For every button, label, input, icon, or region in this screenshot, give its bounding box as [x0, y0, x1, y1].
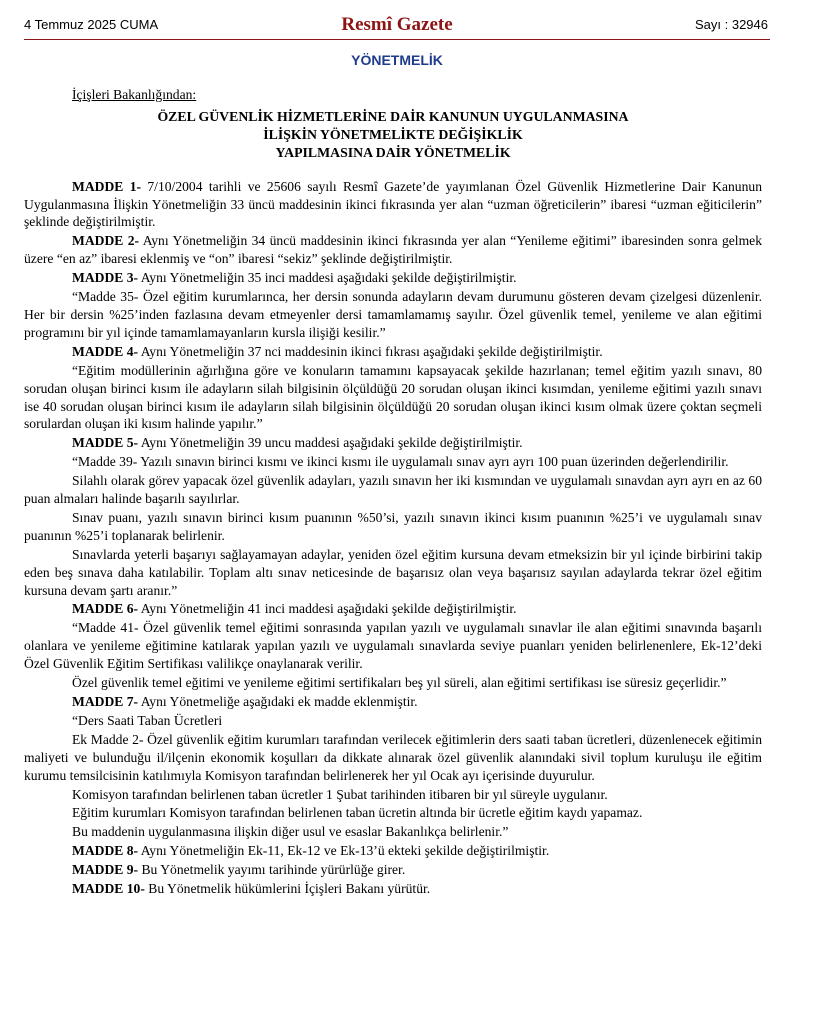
paragraph-text: Sınavlarda yeterli başarıyı sağlayamayan adaylar, yeniden özel eğitim kursuna devam etmeksizin bir yıl içinde birbirini takip eden beş sınava daha katılabilir. Toplam altı sınav neticesinde de başarısız olan veya başarısız sayılan adaylarda tekrar özel eğitim kursuna devam şartı aranır.” [24, 546, 762, 598]
quoted-paragraph [24, 731, 762, 785]
regulation-title-line: İLİŞKİN YÖNETMELİKTE DEĞİŞİKLİK [263, 126, 523, 142]
article-paragraph [24, 178, 762, 232]
paragraph-text: “Madde 35- Özel eğitim kurumlarınca, her dersin sonunda adayların devam durumunu gösteren devam çizelgesi düzenlenir. Her bir dersin %25’inden fazlasına devam etmeyenler dersi tamamlamamış sayılır. Özel güvenlik temel, yenileme ve alan eğitimi programını bir yıl içinde tamamlamayanların kursla ilişiği kesilir.” [24, 289, 762, 340]
document-body [24, 86, 762, 899]
paragraph-text: Aynı Yönetmeliğe aşağıdaki ek madde eklenmiştir. [138, 694, 418, 709]
article-label: MADDE 4- [72, 343, 139, 359]
article-paragraph [24, 600, 762, 618]
paragraph-text: “Eğitim modüllerinin ağırlığına göre ve konuların tamamını kapsayacak şekilde hazırlanan; temel eğitim yazılı sınavı, 80 sorudan oluşan birinci kısım ile adayların silah bilgisinin ölçüldüğü 20 sorudan oluşan ikinci kısımdan, yenileme eğitimi yazılı sınavı ise 40 sorudan oluşan birinci kısım ile adayların silah bilgisinin ölçüldüğü 20 sorudan oluşan ikinci kısım olmak üzere çoktan seçmeli sorulardan oluşan iki kısım halinde yapılır.” [24, 362, 762, 432]
paragraph-text: Ek Madde 2- Özel güvenlik eğitim kurumları tarafından verilecek eğitimlerin ders saati taban ücretleri, düzenlenecek eğitimin maliyeti ve bulunduğu il/ilçenin ekonomik koşulları da dikkate alınarak özel güvenlik alanındaki sivil toplum kuruluşu ile eğitim kurumu temsilcisinin katılımıyla Komisyon tarafından belirlenerek her yıl Ocak ayı içerisinde duyurulur. [24, 731, 762, 783]
quoted-paragraph [24, 823, 762, 841]
quoted-paragraph [24, 472, 762, 508]
article-label: MADDE 5- [72, 435, 139, 451]
article-label: MADDE 3- [72, 270, 139, 286]
article-paragraph [24, 880, 762, 898]
article-paragraph [24, 693, 762, 711]
quoted-paragraph [24, 453, 762, 471]
quoted-paragraph [24, 546, 762, 600]
quoted-paragraph [24, 362, 762, 434]
quoted-paragraph [24, 509, 762, 545]
article-label: MADDE 6- [72, 601, 139, 617]
paragraph-text: Aynı Yönetmeliğin 41 inci maddesi aşağıdaki şekilde değiştirilmiştir. [138, 601, 517, 617]
paragraph-text: Silahlı olarak görev yapacak özel güvenlik adayları, yazılı sınavın her iki kısmından ve uygulamalı sınavdan ayrı ayrı en az 60 puan almaları halinde başarılı sayılırlar. [24, 473, 762, 507]
header-divider [24, 39, 770, 40]
paragraph-text: “Ders Saati Taban Ücretleri [72, 712, 223, 728]
article-label: MADDE 8- [72, 843, 139, 859]
article-label: MADDE 1- [72, 178, 142, 194]
article-label: MADDE 10- [72, 881, 145, 897]
paragraph-text: 7/10/2004 tarihli ve 25606 sayılı Resmî Gazete’de yayımlanan Özel Güvenlik Hizmetlerine Dair Kanunun Uygulanmasına İlişkin Yönetmeliğin 33 üncü maddesinin ikinci fıkrasında yer alan “uzman öğreticilerin” ibaresi “uzman eğiticilerin” şeklinde değiştirilmiştir. [24, 178, 762, 230]
quoted-paragraph [24, 674, 762, 692]
paragraph-text: “Madde 41- Özel güvenlik temel eğitimi sonrasında yapılan yazılı ve uygulamalı sınavlar ile alan eğitimi sınavında başarılı olanlara ve yenileme eğitimine katılarak yapılan yazılı ve uygulamalı sınavlarda seviye puanları yeniden belirlenenlere, Ek-12’deki Özel Güvenlik Eğitim Sertifikası valilikçe onaylanarak verilir. [24, 620, 762, 672]
quoted-paragraph [24, 712, 762, 730]
paragraph-text: Aynı Yönetmeliğin Ek-11, Ek-12 ve Ek-13’ü ekteki şekilde değiştirilmiştir. [138, 843, 550, 859]
article-paragraph [24, 232, 762, 268]
article-paragraph [24, 343, 762, 361]
quoted-paragraph [24, 288, 762, 342]
quoted-paragraph [24, 804, 762, 822]
article-paragraph [24, 861, 762, 879]
header-date: 4 Temmuz 2025 CUMA [24, 17, 159, 32]
paragraph-text: Bu maddenin uygulanmasına ilişkin diğer usul ve esaslar Bakanlıkça belirlenir.” [72, 824, 509, 840]
paragraph-text: Aynı Yönetmeliğin 34 üncü maddesinin ikinci fıkrasında yer alan “Yenileme eğitimi” ibaresinden sonra gelmek üzere “en az” ibaresi eklenmiş ve “on” ibaresi “sekiz” şeklinde değiştirilmiştir. [24, 233, 762, 267]
paragraph-text: Aynı Yönetmeliğin 37 nci maddesinin ikinci fıkrası aşağıdaki şekilde değiştirilmiştir. [138, 343, 603, 359]
section-title: YÖNETMELİK [351, 52, 443, 68]
paragraph-text: Komisyon tarafından belirlenen taban ücretler 1 Şubat tarihinden itibaren bir yıl süreyle uygulanır. [72, 786, 608, 802]
page-header [24, 14, 770, 38]
paragraph-text: “Madde 39- Yazılı sınavın birinci kısmı ve ikinci kısmı ile uygulamalı sınav ayrı ayrı 100 puan üzerinden değerlendirilir. [72, 454, 729, 470]
article-label: MADDE 9- [72, 862, 139, 878]
header-issue-number: Sayı : 32946 [695, 17, 768, 32]
paragraph-text: Sınav puanı, yazılı sınavın birinci kısım puanının %50’si, yazılı sınavın ikinci kısım puanının %25’i ve uygulamalı sınav puanının %25’i toplanarak belirlenir. [24, 509, 762, 543]
article-paragraph [24, 842, 762, 860]
paragraph-text: Bu Yönetmelik hükümlerini İçişleri Bakanı yürütür. [144, 881, 431, 897]
paragraph-text: Bu Yönetmelik yayımı tarihinde yürürlüğe girer. [138, 862, 406, 878]
article-paragraph [24, 269, 762, 287]
publication-title: Resmî Gazete [341, 14, 453, 35]
regulation-title-line: YAPILMASINA DAİR YÖNETMELİK [275, 144, 511, 160]
paragraph-text: Özel güvenlik temel eğitimi ve yenileme eğitimi sertifikaları beş yıl süreli, alan eğitimi sertifikası ise süresiz geçerlidir.” [72, 675, 727, 691]
regulation-title [24, 108, 762, 162]
paragraph-text: Eğitim kurumları Komisyon tarafından belirlenen taban ücretin altında bir ücretle eğitim kaydı yapamaz. [72, 805, 643, 821]
regulation-title-line: ÖZEL GÜVENLİK HİZMETLERİNE DAİR KANUNUN UYGULANMASINA [157, 108, 629, 124]
article-paragraph [24, 434, 762, 452]
issuing-ministry: İçişleri Bakanlığından: [72, 87, 197, 102]
paragraph-text: Aynı Yönetmeliğin 39 uncu maddesi aşağıdaki şekilde değiştirilmiştir. [138, 435, 523, 451]
article-label: MADDE 2- [72, 233, 140, 249]
article-label: MADDE 7- [72, 694, 139, 709]
quoted-paragraph [24, 786, 762, 804]
paragraph-text: Aynı Yönetmeliğin 35 inci maddesi aşağıdaki şekilde değiştirilmiştir. [138, 270, 517, 286]
quoted-paragraph [24, 619, 762, 673]
